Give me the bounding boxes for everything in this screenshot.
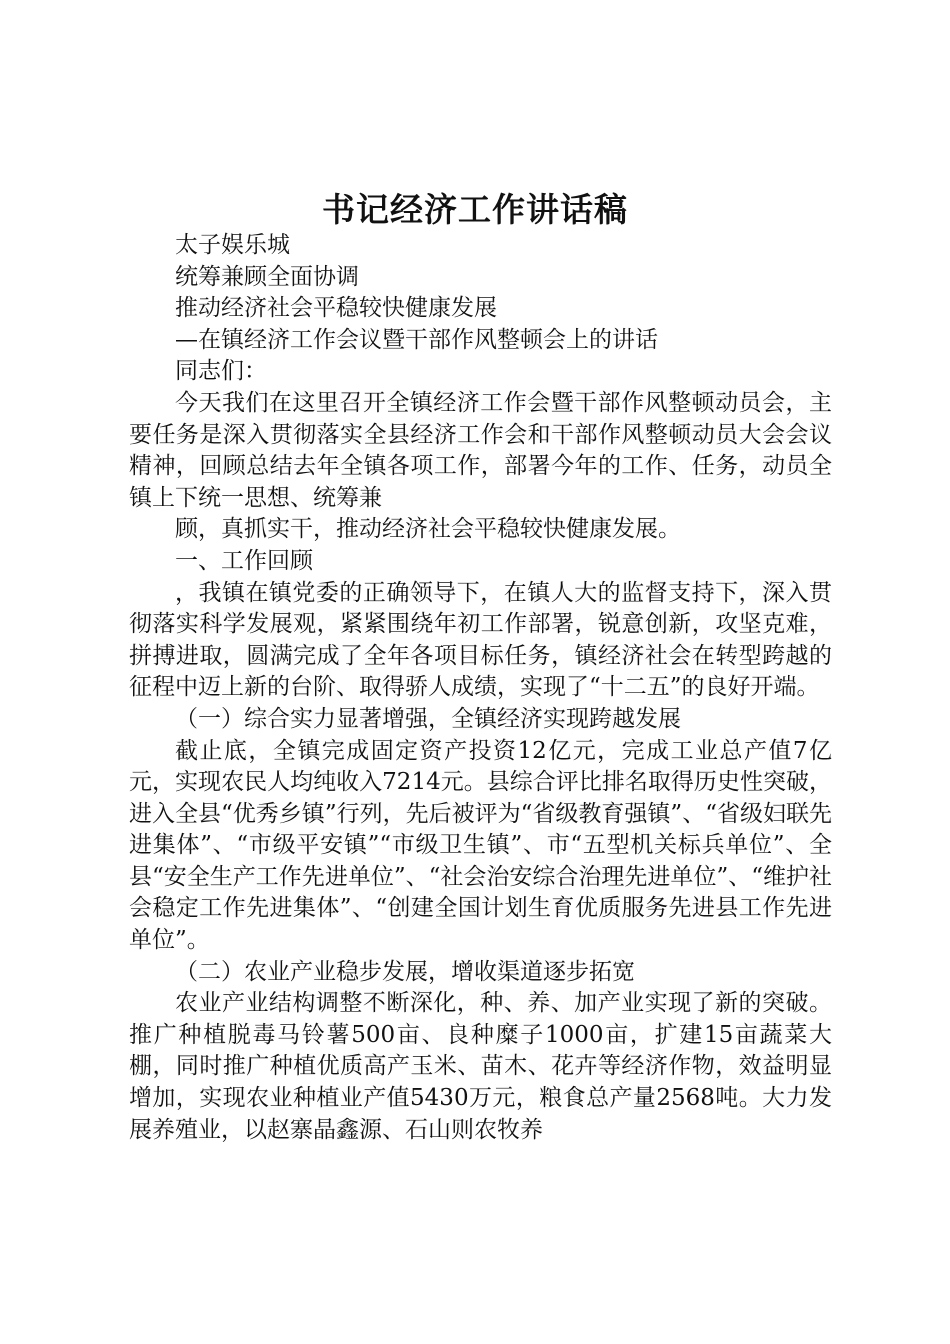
paragraph-opening: 今天我们在这里召开全镇经济工作会暨干部作风整顿动员会，主要任务是深入贯彻落实全县经济工作会和干部作风整顿动员大会会议精神，回顾总结去年全镇各项工作，部署今年的工作、任务，动员全镇上下统一思想、统筹兼 xyxy=(129,389,832,511)
section-heading-review: 一、工作回顾 xyxy=(175,547,313,574)
paragraph-review-summary: ，我镇在镇党委的正确领导下，在镇人大的监督支持下，深入贯彻落实科学发展观，紧紧围绕年初工作部署，锐意创新，攻坚克难，拼搏进取，圆满完成了全年各项目标任务，镇经济社会在转型跨越的征程中迈上新的台阶、取得骄人成绩，实现了“十二五”的良好开端。 xyxy=(129,579,832,701)
document-body xyxy=(129,230,832,1146)
paragraph-subheading-1: 太子娱乐城 xyxy=(175,232,290,258)
paragraph-subheading-3: 推动经济社会平稳较快健康发展 xyxy=(175,295,497,322)
document-title: 书记经济工作讲话稿 xyxy=(322,190,628,229)
paragraph-opening-continued: 顾，真抓实干，推动经济社会平稳较快健康发展。 xyxy=(175,516,681,543)
paragraph-agriculture: 农业产业结构调整不断深化，种、养、加产业实现了新的突破。推广种植脱毒马铃薯500亩、良种糜子1000亩，扩建15亩蔬菜大棚，同时推广种植优质高产玉米、苗木、花卉等经济作物，效益明显增加，实现农业种植业产值5430万元，粮食总产量2568吨。大力发展养殖业，以赵寨晶鑫源、石山则农牧养 xyxy=(129,990,832,1143)
subsection-heading-2: （二）农业产业稳步发展，增收渠道逐步拓宽 xyxy=(175,958,635,985)
paragraph-economy: 截止底，全镇完成固定资产投资12亿元，完成工业总产值7亿元，实现农民人均纯收入7214元。县综合评比排名取得历史性突破，进入全县“优秀乡镇”行列，先后被评为“省级教育强镇”、“省级妇联先进集体”、“市级平安镇”“市级卫生镇”、市“五型机关标兵单位”、全县“安全生产工作先进单位”、“社会治安综合治理先进单位”、“维护社会稳定工作先进集体”、“创建全国计划生育优质服务先进县工作先进单位”。 xyxy=(129,737,832,954)
paragraph-occasion: —在镇经济工作会议暨干部作风整顿会上的讲话 xyxy=(175,326,658,353)
paragraph-salutation: 同志们： xyxy=(175,358,267,385)
subsection-heading-1: （一）综合实力显著增强，全镇经济实现跨越发展 xyxy=(175,705,681,732)
paragraph-subheading-2: 统筹兼顾全面协调 xyxy=(175,263,359,290)
